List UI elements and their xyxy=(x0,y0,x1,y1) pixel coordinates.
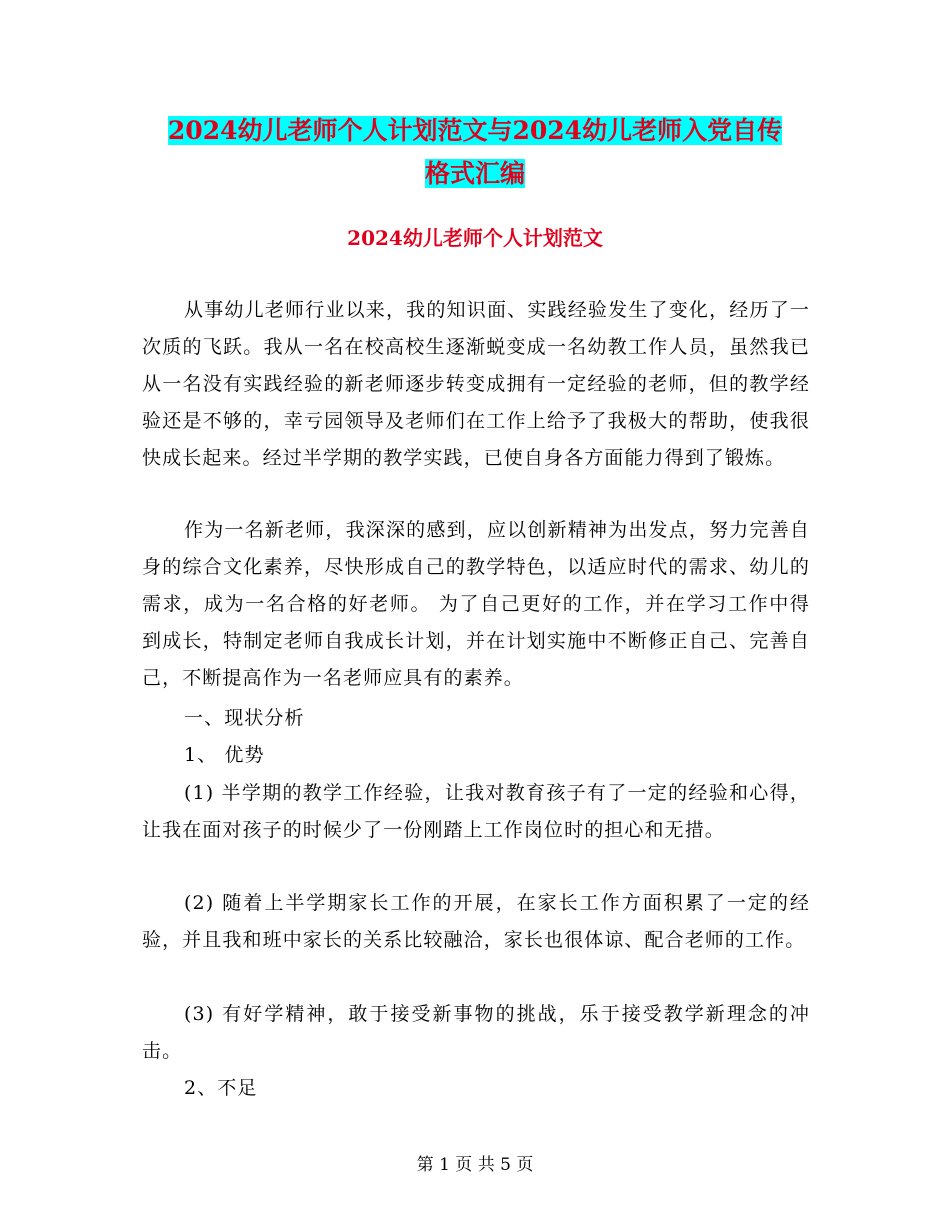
document-title-line-1-text: 2024幼儿老师个人计划范文与2024幼儿老师入党自传 xyxy=(167,116,783,145)
document-title-line-2 xyxy=(0,154,950,194)
paragraph: 从事幼儿老师行业以来，我的知识面、实践经验发生了变化，经历了一次质的飞跃。我从一名在校高校生逐渐蜕变成一名幼教工作人员，虽然我已从一名没有实践经验的新老师逐步转变成拥有一定经验的老师，但的教学经验还是不够的，幸亏园领导及老师们在工作上给予了我极大的帮助，使我很快成长起来。经过半学期的教学实践，已使自身各方面能力得到了锻炼。 xyxy=(142,299,810,469)
section-heading: 2024幼儿老师个人计划范文 xyxy=(347,226,603,250)
list-heading: 2、不足 xyxy=(184,1077,258,1099)
list-heading: 1、 优势 xyxy=(184,744,265,766)
list-item: (3) 有好学精神，敢于接受新事物的挑战，乐于接受教学新理念的冲击。 xyxy=(142,1003,810,1062)
page-footer: 第 1 页 共 5 页 xyxy=(416,1155,534,1175)
list-item: (1) 半学期的教学工作经验，让我对教育孩子有了一定的经验和心得，让我在面对孩子的时候少了一份刚踏上工作岗位时的担心和无措。 xyxy=(142,782,810,841)
paragraph: 作为一名新老师，我深深的感到，应以创新精神为出发点，努力完善自身的综合文化素养，尽快形成自己的教学特色，以适应时代的需求、幼儿的需求，成为一名合格的好老师。 为了自己更好的工作，并在学习工作中得到成长，特制定老师自我成长计划，并在计划实施中不断修正自己、完善自己，不断提高作为一名老师应具有的素养。 xyxy=(142,519,810,689)
document-title-line-1 xyxy=(0,111,950,151)
list-item: (2) 随着上半学期家长工作的开展，在家长工作方面积累了一定的经验，并且我和班中家长的关系比较融洽，家长也很体谅、配合老师的工作。 xyxy=(142,892,810,951)
document-title-line-2-text: 格式汇编 xyxy=(424,159,525,188)
subheading: 一、现状分析 xyxy=(184,707,305,729)
